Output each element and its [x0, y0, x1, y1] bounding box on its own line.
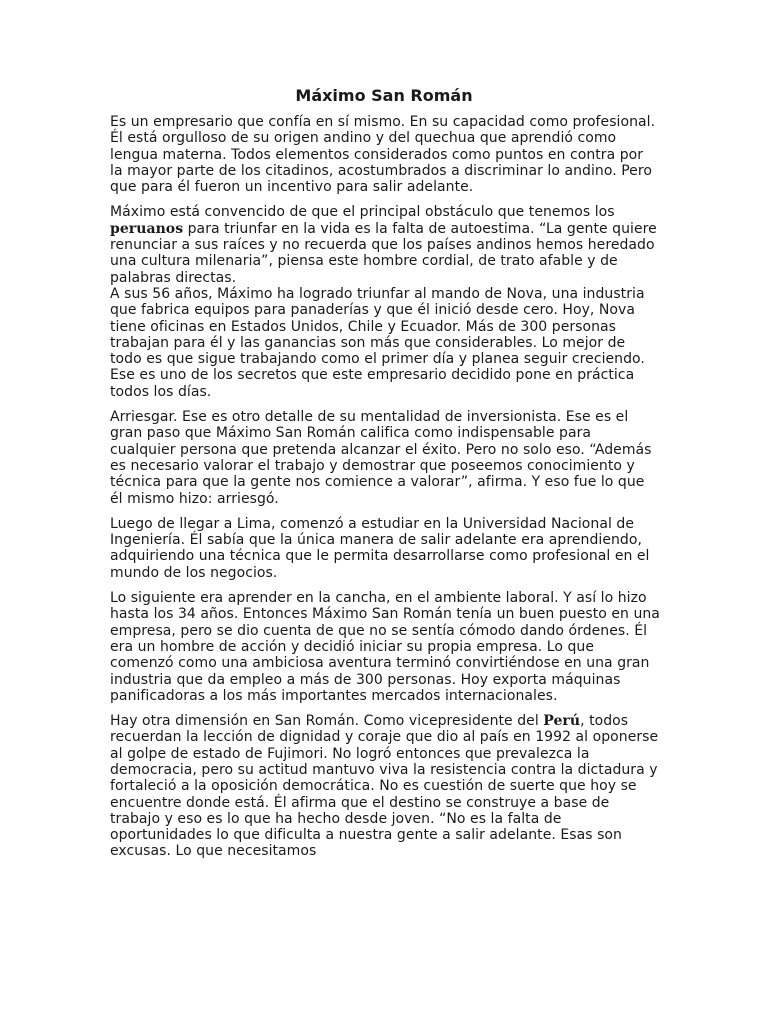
- bold-term-peru: Perú: [543, 713, 581, 730]
- paragraph-7-text-start: Hay otra dimensión en San Román. Como vicepresidente del: [110, 713, 544, 730]
- paragraph-2-text-start: Máximo está convencido de que el principal obstáculo que tenemos los: [110, 204, 615, 221]
- paragraph-3: A sus 56 años, Máximo ha logrado triunfar al mando de Nova, una industria que fabrica equipos para panaderías y que él inició desde cero. Hoy, Nova tiene oficinas en Estados Unidos, Chile y Ecuador. Más de 300 personas trabajan para él y las ganancias son más que considerables. Lo mejor de todo es que sigue trabajando como el primer día y planea seguir creciendo. Ese es uno de los secretos que este empresario decidido pone en práctica todos los días.: [110, 285, 645, 400]
- paragraph-4: Arriesgar. Ese es otro detalle de su mentalidad de inversionista. Ese es el gran paso que Máximo San Román califica como indispensable para cualquier persona que pretenda alcanzar el éxito. Pero no solo eso. “Además es necesario valorar el trabajo y demostrar que poseemos conocimiento y técnica para que la gente nos comience a valorar”, afirma. Y eso fue lo que él mismo hizo: arriesgó.: [110, 409, 652, 507]
- paragraph-1: Es un empresario que confía en sí mismo. En su capacidad como profesional. Él está orgulloso de su origen andino y del quechua que aprendió como lengua materna. Todos elementos considerados como puntos en contra por la mayor parte de los citadinos, acostumbrados a discriminar lo andino. Pero que para él fueron un incentivo para salir adelante.: [110, 114, 656, 196]
- paragraph-7: [110, 713, 660, 860]
- paragraph-5: Luego de llegar a Lima, comenzó a estudiar en la Universidad Nacional de Ingeniería. Él sabía que la única manera de salir adelante era aprendiendo, adquiriendo una técnica que le permita desarrollarse como profesional en el mundo de los negocios.: [110, 515, 650, 581]
- paragraph-2: [110, 204, 660, 285]
- paragraph-7-text-end: , todos recuerdan la lección de dignidad y coraje que dio al país en 1992 al oponerse al golpe de estado de Fujimori. No logró entonces que prevalezca la democracia, pero su actitud mantuvo viva la resistencia contra la dictadura y fortaleció a la oposición democrática. No es cuestión de suerte que hoy se encuentre donde está. Él afirma que el destino se construye a base de trabajo y eso es lo que ha hecho desde joven. “No es la falta de oportunidades lo que dificulta a nuestra gente a salir adelante. Esas son excusas. Lo que necesitamos: [110, 713, 659, 860]
- paragraph-2-text-end: para triunfar en la vida es la falta de autoestima. “La gente quiere renunciar a sus raíces y no recuerda que los países andinos hemos heredado una cultura milenaria”, piensa este hombre cordial, de trato afable y de palabras directas.: [110, 220, 657, 286]
- document-title: Máximo San Román: [295, 86, 473, 105]
- bold-term-peruanos: peruanos: [110, 220, 184, 237]
- paragraph-6: Lo siguiente era aprender en la cancha, en el ambiente laboral. Y así lo hizo hasta los 34 años. Entonces Máximo San Román tenía un buen puesto en una empresa, pero se dio cuenta de que no se sentía cómodo dando órdenes. Él era un hombre de acción y decidió iniciar su propia empresa. Lo que comenzó como una ambiciosa aventura terminó convirtiéndose en una gran industria que da empleo a más de 300 personas. Hoy exporta máquinas panificadoras a los más importantes mercados internacionales.: [110, 590, 660, 704]
- document-body: [110, 114, 660, 869]
